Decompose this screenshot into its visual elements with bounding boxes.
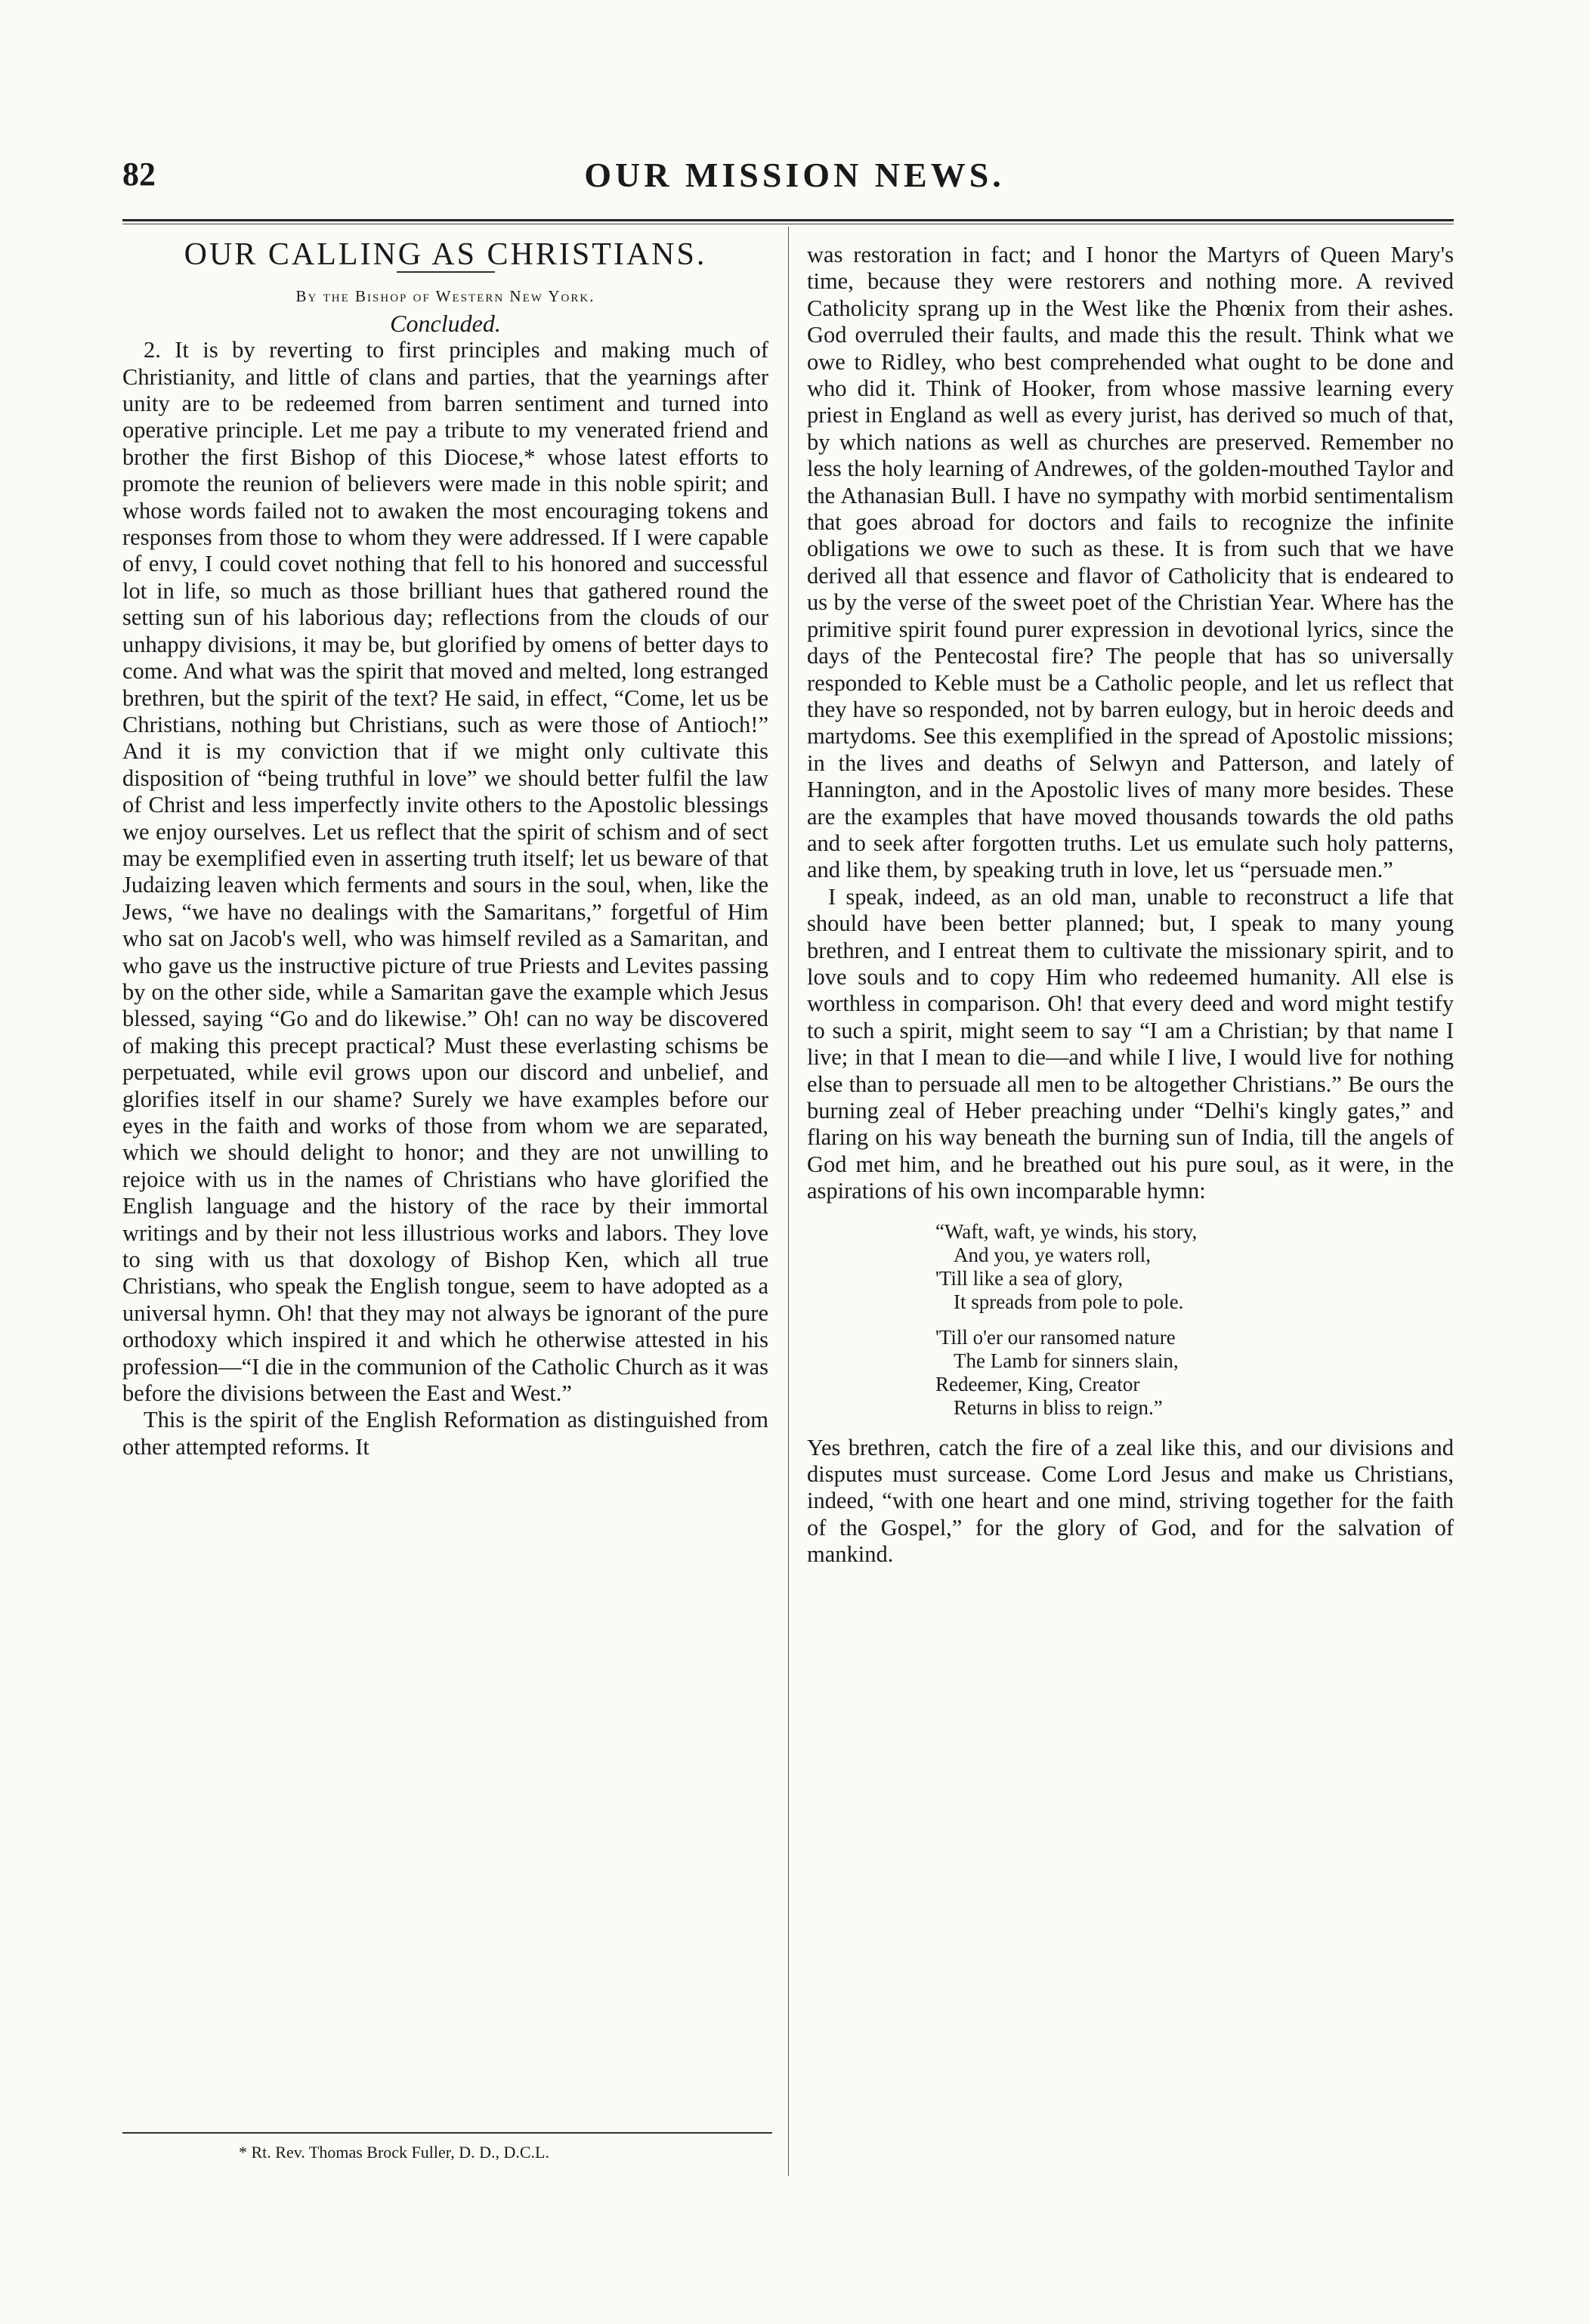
paragraph: was restoration in fact; and I honor the Martyrs of Queen Mary's time, because they were restorers and nothing more. A revived Catholicity sprang up in the West like the Phœnix from their ashes. God overruled their faults, and made this the result. Think what we owe to Ridley, who best comprehended what ought to be done and who did it. Think of Hooker, from whose massive learning every priest in England as well as every jurist, has derived so much of that, by which nations as well as churches are preserved. Remember no less the holy learning of Andrewes, of the golden-mouthed Taylor and the Athanasian Bull. I have no sympathy with morbid sentimentalism that goes abroad for doctors and fails to recognize the infinite obligations we owe to such as these. It is from such that we have derived all that essence and flavor of Catholicity that is endeared to us by the verse of the sweet poet of the Christian Year. Where has the primitive spirit found purer expression in devotional lyrics, since the days of the Pentecostal fire? The people that has so universally responded to Keble must be a Catholic people, and let us reflect that they have so responded, not by barren eulogy, but in heroic deeds and martydoms. See this exemplified in the spread of Apostolic missions; in the lives and deaths of Selwyn and Patterson, and lately of Hannington, and in the Apostolic lives of many more besides. These are the examples that have moved thousands towards the old paths and to seek after forgotten truths. Let us emulate such holy patterns, and like them, by speaking truth in love, let us “persuade men.”	[807, 242, 1454, 883]
left-column	[122, 237, 768, 1460]
concluded-note: Concluded.	[390, 309, 501, 337]
footnote: * Rt. Rev. Thomas Brock Fuller, D. D., D.C.L.	[239, 2143, 549, 2162]
column-divider	[788, 227, 789, 2176]
poem-line: It spreads from pole to pole.	[954, 1290, 1184, 1313]
poem-line: The Lamb for sinners slain,	[954, 1349, 1179, 1372]
article-title: OUR CALLING AS CHRISTIANS.	[184, 237, 707, 272]
poem-line: 'Till o'er our ransomed nature	[935, 1325, 1176, 1349]
paragraph: This is the spirit of the English Reformation as distinguished from other attempted reforms. It	[122, 1407, 768, 1460]
footnote-rule	[122, 2132, 772, 2134]
paragraph: I speak, indeed, as an old man, unable to reconstruct a life that should have been better planned; but, I speak to many young brethren, and I entreat them to cultivate the missionary spirit, and to love souls and to copy Him who redeemed humanity. All else is worthless in comparison. Oh! that every deed and word might testify to such a spirit, might seem to say “I am a Christian; by that name I live; in that I mean to die—and while I live, I would live for nothing else than to persuade all men to be altogether Christians.” Be ours the burning zeal of Heber preaching under “Delhi's kingly gates,” and flaring on his way beneath the burning sun of India, till the angels of God met him, and he breathed out his pure soul, as it were, in the aspirations of his own incomparable hymn:	[807, 883, 1454, 1204]
paragraph: Yes brethren, catch the fire of a zeal like this, and our divisions and disputes must surcease. Come Lord Jesus and make us Christians, indeed, “with one heart and one mind, striving together for the faith of the Gospel,” for the glory of God, and for the salvation of mankind.	[807, 1434, 1454, 1568]
poem-line: 'Till like a sea of glory,	[935, 1266, 1124, 1290]
poem-line: Redeemer, King, Creator	[935, 1372, 1140, 1395]
right-column	[807, 242, 1454, 1568]
page-number: 82	[122, 156, 156, 193]
poem-line: Returns in bliss to reign.”	[954, 1395, 1163, 1419]
article-byline: By the Bishop of Western New York.	[295, 287, 595, 306]
poem-line: “Waft, waft, ye winds, his story,	[935, 1219, 1198, 1243]
header-rule	[122, 219, 1454, 221]
hymn-quote	[935, 1220, 1454, 1420]
paragraph: 2. It is by reverting to first principles and making much of Christianity, and little of clans and parties, that the yearnings after unity are to be redeemed from barren sentiment and turned into operative principle. Let me pay a tribute to my venerated friend and brother the first Bishop of this Diocese,* whose latest efforts to promote the reunion of believers were made in this noble spirit; and whose words failed not to awaken the most encouraging tokens and responses from those to whom they were addressed. If I were capable of envy, I could covet nothing that fell to his honored and successful lot in life, so much as those brilliant hues that gathered round the setting sun of his laborious day; reflections from the clouds of our unhappy divisions, it may be, but glorified by omens of better days to come. And what was the spirit that moved and melted, long estranged brethren, but the spirit of the text? He said, in effect, “Come, let us be Christians, nothing but Christians, such as were those of Antioch!” And it is my conviction that if we might only cultivate this disposition of “being truthful in love” we should better fulfil the law of Christ and less imperfectly invite others to the Apostolic blessings we enjoy ourselves. Let us reflect that the spirit of schism and of sect may be exemplified even in asserting truth itself; let us beware of that Judaizing leaven which ferments and sours in the soul, when, like the Jews, “we have no dealings with the Samaritans,” forgetful of Him who sat on Jacob's well, who was himself reviled as a Samaritan, and who gave us the instructive picture of true Priests and Levites passing by on the other side, while a Samaritan gave the example which Jesus blessed, saying “Go and do likewise.” Oh! can no way be discovered of making this precept practical? Must these everlasting schisms be perpetuated, while evil grows upon our discord and unbelief, and glorifies itself in our shame? Surely we have examples before our eyes in the faith and works of those from whom we are separated, which we should delight to honor; and they are not unwilling to rejoice with us in the names of Christians who have glorified the English language and the history of the race by their immortal writings and by their not less illustrious works and labors. They love to sing with us that doxology of Bishop Ken, which all true Christians, who speak the English tongue, seem to have adopted as a universal hymn. Oh! that they may not always be ignorant of the pure orthodoxy which inspired it and which he otherwise attested in his profession—“I die in the communion of the Catholic Church as it was before the divisions between the East and West.”	[122, 337, 768, 1407]
poem-line: And you, ye waters roll,	[954, 1243, 1151, 1266]
page-header	[0, 155, 1589, 215]
running-title: OUR MISSION NEWS.	[584, 156, 1005, 194]
